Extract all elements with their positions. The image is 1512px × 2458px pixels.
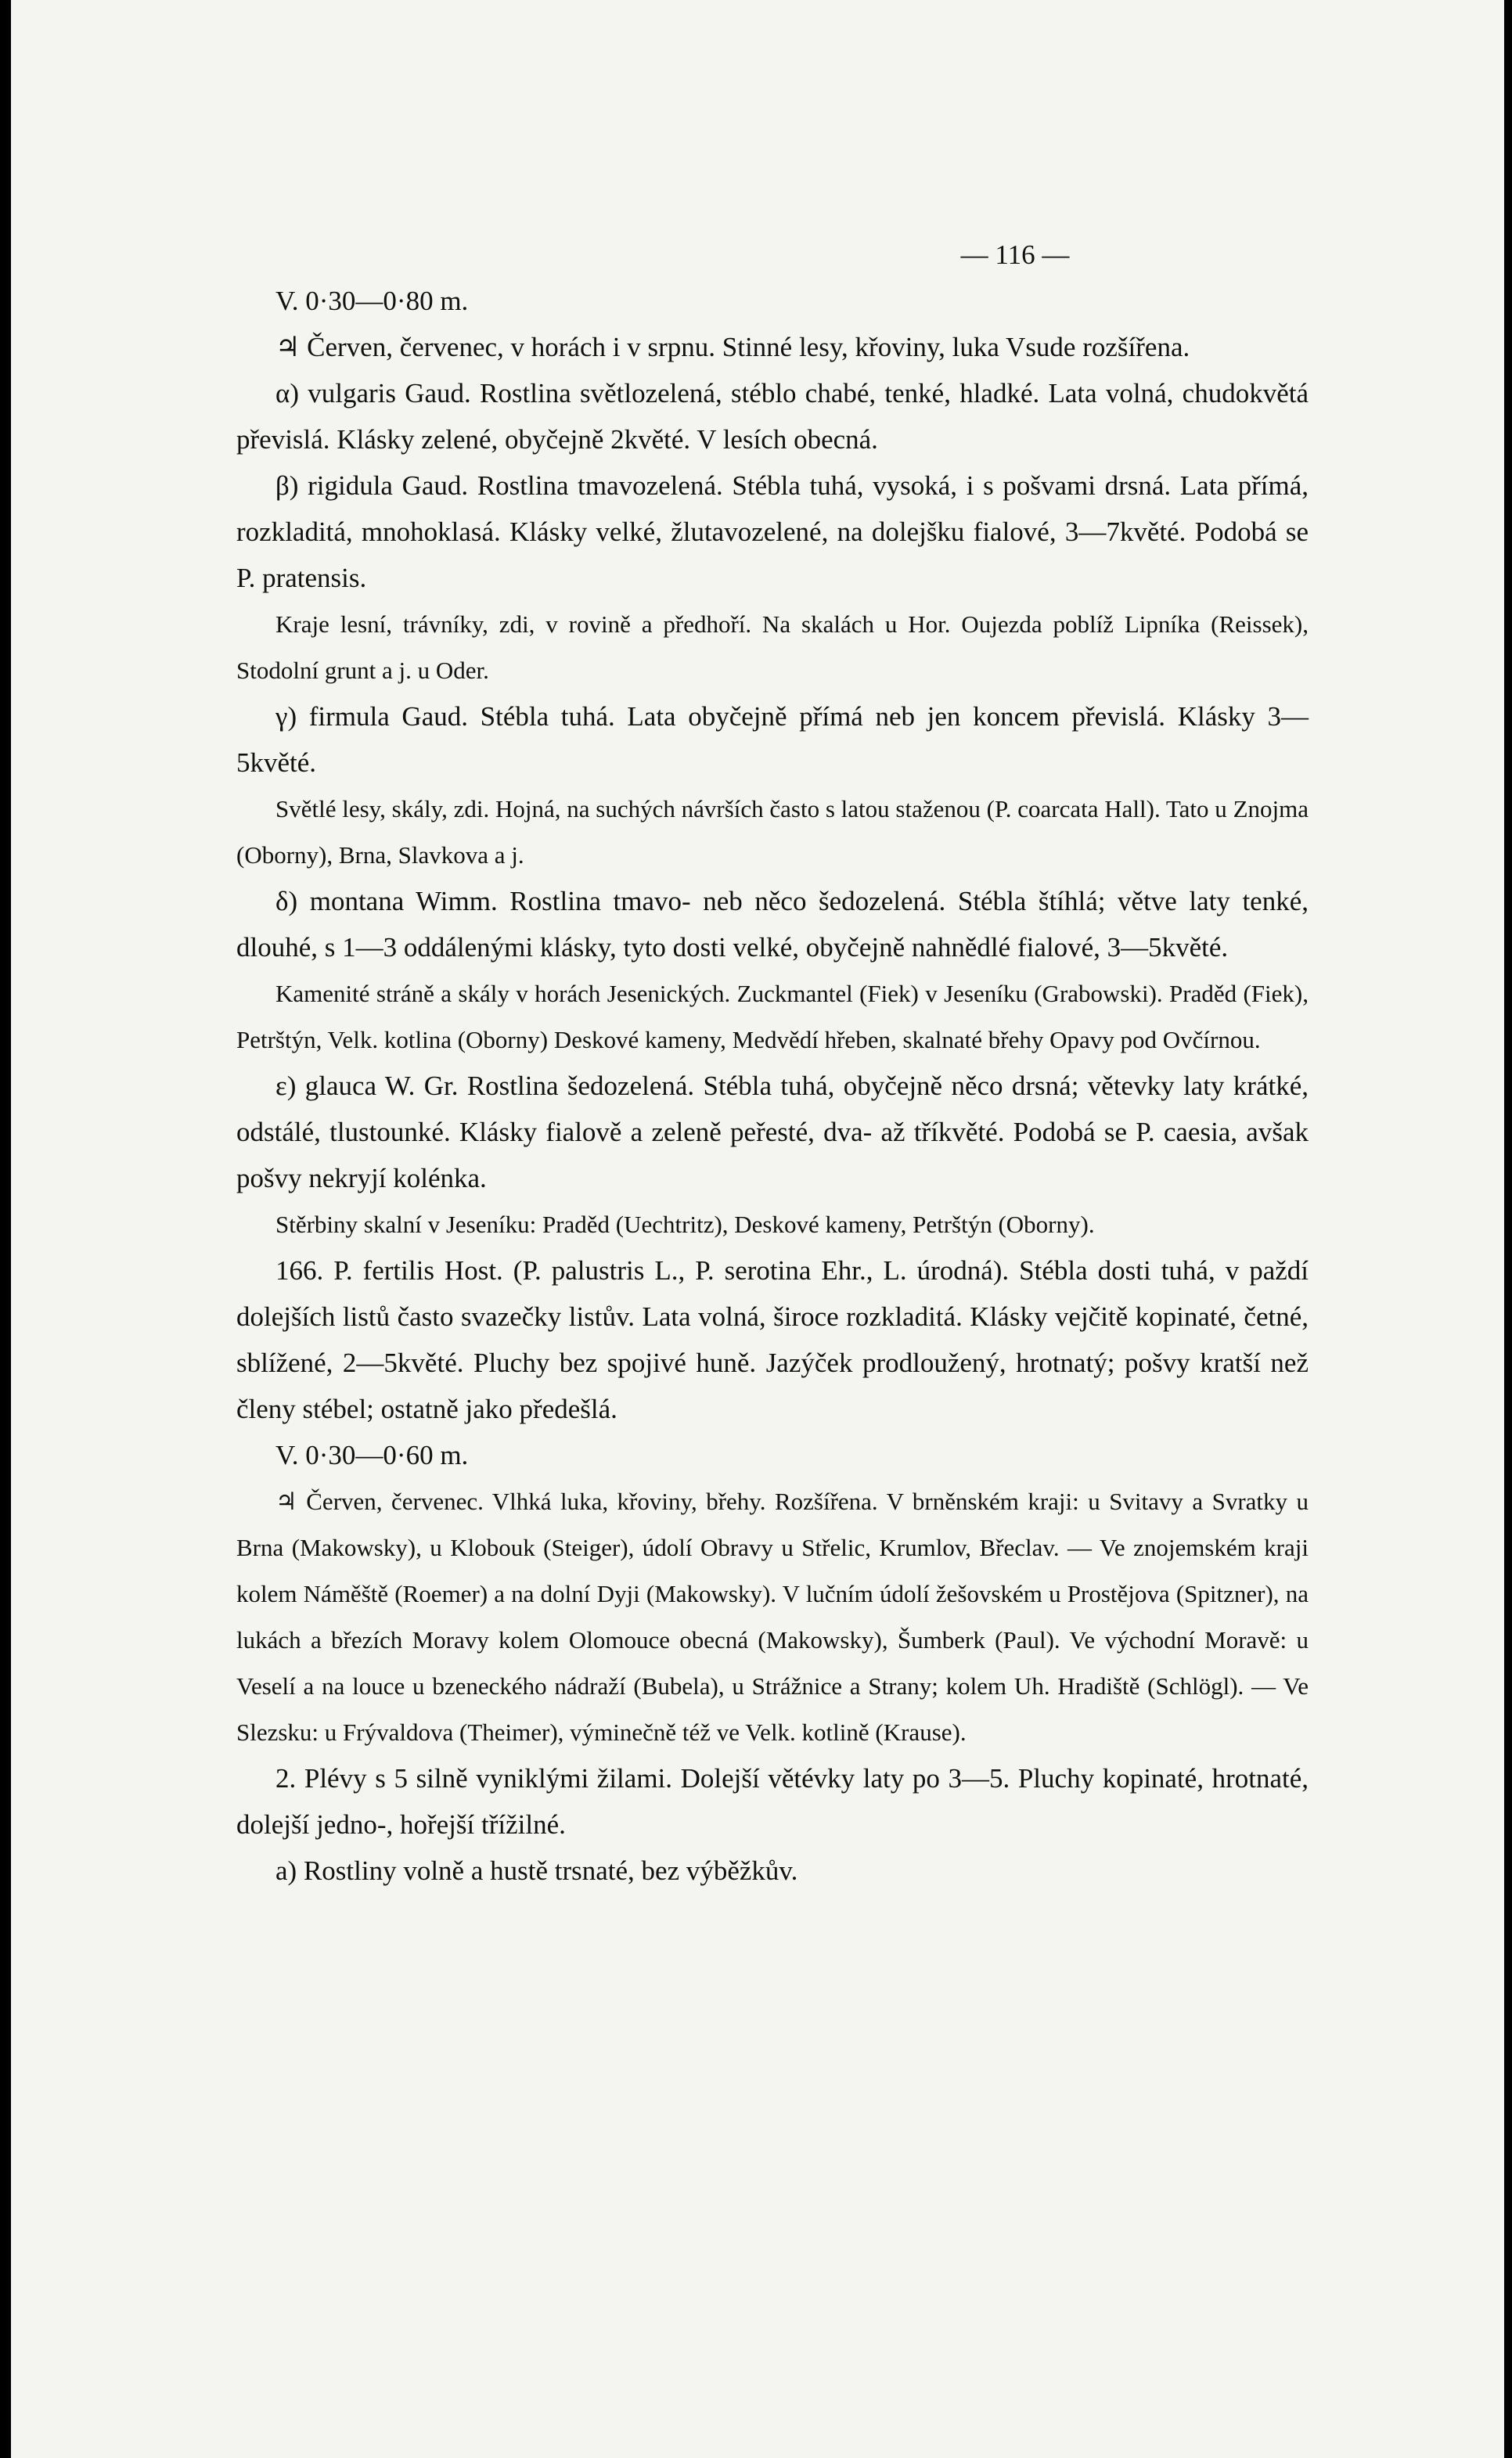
paragraph-2: ♃ Červen, červenec, v horách i v srpnu. Stinné lesy, křoviny, luka Vsude rozšířena.: [275, 332, 1190, 362]
paragraph-3: α) vulgaris Gaud. Rostlina světlozelená, stéblo chabé, tenké, hladké. Lata volná, chudokvětá převislá. Klásky zelené, obyčejně 2květé. V lesích obecná.: [236, 378, 1309, 455]
paragraph-1: V. 0·30—0·80 m.: [275, 286, 469, 316]
paragraph-16: a) Rostliny volně a hustě trsnaté, bez výběžkův.: [275, 1855, 798, 1886]
paragraph-6: γ) firmula Gaud. Stébla tuhá. Lata obyčejně přímá neb jen koncem převislá. Klásky 3—5květé.: [236, 701, 1309, 778]
scanned-page: [11, 0, 1504, 2458]
page-number: — 116 —: [960, 239, 1070, 270]
paragraph-13: V. 0·30—0·60 m.: [275, 1440, 469, 1470]
paragraph-4: β) rigidula Gaud. Rostlina tmavozelená. Stébla tuhá, vysoká, i s pošvami drsná. Lata přímá, rozkladitá, mnohoklasá. Klásky velké, žlutavozelené, na dolejšku fialové, 3—7květé. Podobá se P. pratensis.: [236, 470, 1309, 593]
paragraph-10: ε) glauca W. Gr. Rostlina šedozelená. Stébla tuhá, obyčejně něco drsná; větevky laty krátké, odstálé, tlustounké. Klásky fialově a zeleně peřesté, dva- až tříkvěté. Podobá se P. caesia, avšak pošvy nekryjí kolénka.: [236, 1071, 1309, 1193]
paragraph-7: Světlé lesy, skály, zdi. Hojná, na suchých návrších často s latou staženou (P. coarcata Hall). Tato u Znojma (Oborny), Brna, Slavkova a j.: [236, 795, 1309, 869]
paragraph-5: Kraje lesní, trávníky, zdi, v rovině a předhoří. Na skalách u Hor. Oujezda poblíž Lipníka (Reissek), Stodolní grunt a j. u Oder.: [236, 610, 1309, 684]
paragraph-14: ♃ Červen, červenec. Vlhká luka, křoviny, břehy. Rozšířena. V brněnském kraji: u Svitavy a Svratky u Brna (Makowsky), u Klobouk (Steiger), údolí Obravy u Střelic, Krumlov, Břeclav. — Ve znojemském kraji kolem Náměště (Roemer) a na dolní Dyji (Makowsky). V lučním údolí žešovském u Prostějova (Spitzner), na lukách a březích Moravy kolem Olomouce obecná (Makowsky), Šumberk (Paul). Ve východní Moravě: u Veselí a na louce u bzeneckého nádraží (Bubela), u Strážnice a Strany; kolem Uh. Hradiště (Schlögl). — Ve Slezsku: u Frývaldova (Theimer), výminečně též ve Velk. kotlině (Krause).: [236, 1488, 1309, 1746]
paragraph-9: Kamenité stráně a skály v horách Jesenických. Zuckmantel (Fiek) v Jeseníku (Grabowski). Praděd (Fiek), Petrštýn, Velk. kotlina (Oborny) Deskové kameny, Medvědí hřeben, skalnaté břehy Opavy pod Ovčírnou.: [236, 980, 1309, 1053]
paragraph-15: 2. Plévy s 5 silně vyniklými žilami. Dolejší větévky laty po 3—5. Pluchy kopinaté, hrotnaté, dolejší jedno-, hořejší třížilné.: [236, 1763, 1309, 1840]
paragraph-12: 166. P. fertilis Host. (P. palustris L., P. serotina Ehr., L. úrodná). Stébla dosti tuhá, v paždí dolejších listů často svazečky listův. Lata volná, široce rozkladitá. Klásky vejčitě kopinaté, četné, sblížené, 2—5květé. Pluchy bez spojivé huně. Jazýček prodloužený, hrotnatý; pošvy kratší než členy stébel; ostatně jako předešlá.: [236, 1255, 1309, 1424]
page-content: [236, 232, 1309, 1894]
paragraph-8: δ) montana Wimm. Rostlina tmavo- neb něco šedozelená. Stébla štíhlá; větve laty tenké, dlouhé, s 1—3 oddálenými klásky, tyto dosti velké, obyčejně nahnědlé fialové, 3—5květé.: [236, 886, 1309, 963]
paragraph-11: Stěrbiny skalní v Jeseníku: Praděd (Uechtritz), Deskové kameny, Petrštýn (Oborny).: [275, 1211, 1095, 1238]
